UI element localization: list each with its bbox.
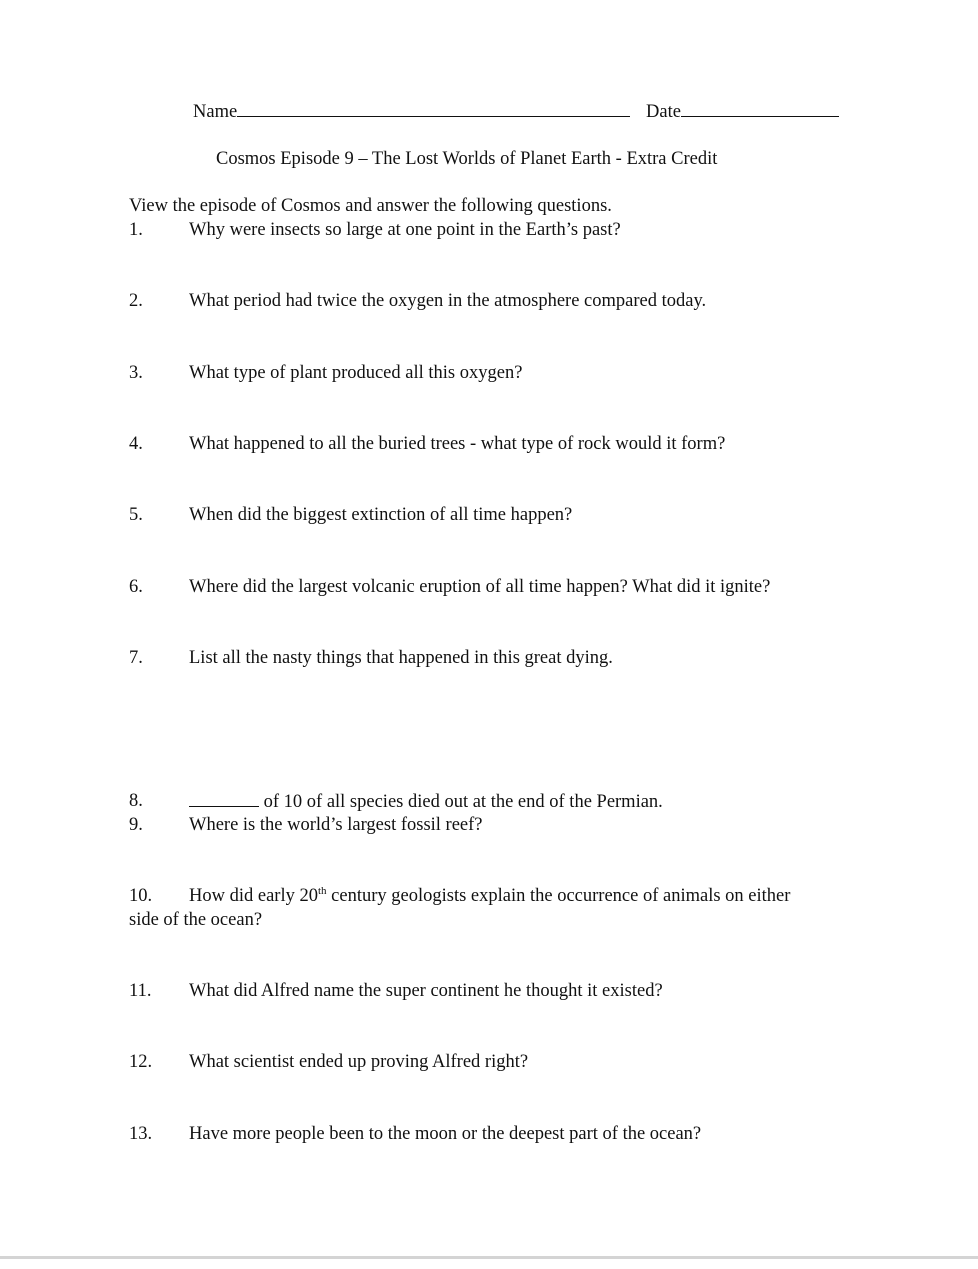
name-label: Name bbox=[193, 102, 238, 122]
date-field[interactable] bbox=[646, 100, 839, 123]
name-blank[interactable] bbox=[237, 100, 630, 117]
question-text: When did the biggest extinction of all time happen? bbox=[189, 505, 573, 525]
question-number: 9. bbox=[129, 815, 143, 835]
page-bottom-edge bbox=[0, 1256, 978, 1259]
question-number: 2. bbox=[129, 291, 143, 311]
question-number: 1. bbox=[129, 220, 143, 240]
question-text-continuation: side of the ocean? bbox=[129, 910, 263, 930]
question-number: 10. bbox=[129, 886, 153, 906]
question-text: Where is the world’s largest fossil reef? bbox=[189, 815, 483, 835]
question-number: 6. bbox=[129, 577, 143, 597]
question-text: Where did the largest volcanic eruption of all time happen? What did it ignite? bbox=[189, 577, 771, 597]
question-number: 11. bbox=[129, 981, 152, 1001]
question-text-part: How did early 20 bbox=[189, 886, 318, 906]
date-label: Date bbox=[646, 102, 681, 122]
question-text: of 10 of all species died out at the end of the Permian. bbox=[259, 792, 663, 812]
instructions: View the episode of Cosmos and answer the following questions. bbox=[129, 196, 612, 216]
question-number: 4. bbox=[129, 434, 143, 454]
question-text-part: century geologists explain the occurrence of animals on either bbox=[326, 886, 791, 906]
answer-blank[interactable] bbox=[189, 790, 259, 807]
question-text bbox=[189, 885, 790, 907]
question-text: What scientist ended up proving Alfred right? bbox=[189, 1052, 529, 1072]
superscript: th bbox=[317, 884, 327, 897]
name-field[interactable] bbox=[193, 100, 630, 123]
question-number: 8. bbox=[129, 791, 143, 811]
date-blank[interactable] bbox=[681, 100, 839, 117]
worksheet-title: Cosmos Episode 9 – The Lost Worlds of Planet Earth - Extra Credit bbox=[216, 149, 718, 169]
question-text: List all the nasty things that happened in this great dying. bbox=[189, 648, 613, 668]
question-text: What period had twice the oxygen in the atmosphere compared today. bbox=[189, 291, 707, 311]
question-text: What did Alfred name the super continent he thought it existed? bbox=[189, 981, 663, 1001]
question-text: Have more people been to the moon or the deepest part of the ocean? bbox=[189, 1124, 702, 1144]
question-text-fill-in bbox=[189, 790, 663, 813]
question-text: Why were insects so large at one point in the Earth’s past? bbox=[189, 220, 621, 240]
question-text: What happened to all the buried trees - what type of rock would it form? bbox=[189, 434, 726, 454]
question-number: 5. bbox=[129, 505, 143, 525]
question-number: 13. bbox=[129, 1124, 153, 1144]
question-text: What type of plant produced all this oxygen? bbox=[189, 363, 523, 383]
question-number: 3. bbox=[129, 363, 143, 383]
question-number: 12. bbox=[129, 1052, 153, 1072]
question-number: 7. bbox=[129, 648, 143, 668]
